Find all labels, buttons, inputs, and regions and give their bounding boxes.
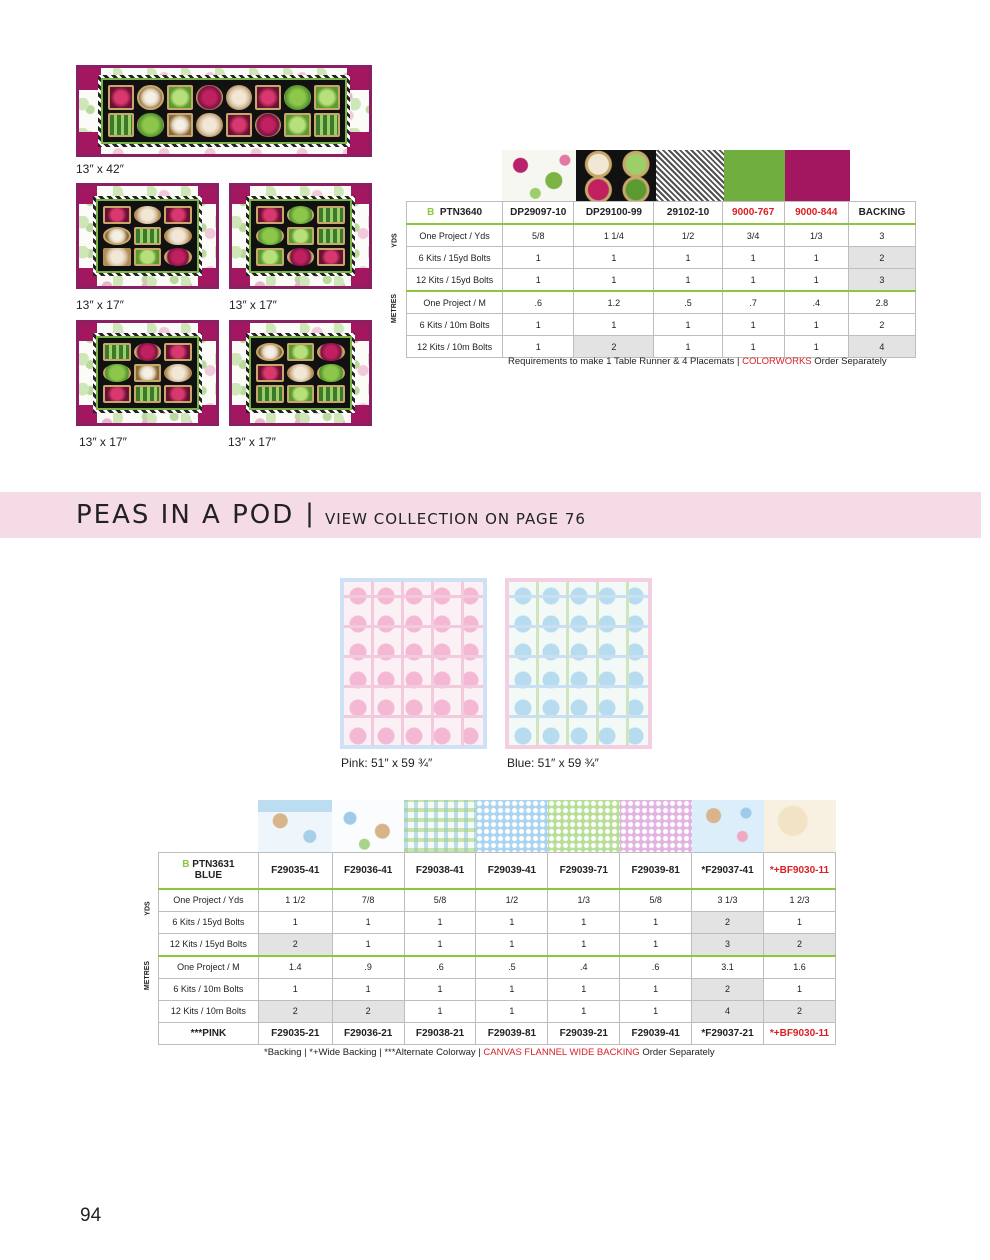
vegetable-tile <box>287 206 315 224</box>
table-cell: F29039-41 <box>620 1022 692 1044</box>
placemat-image <box>76 320 219 426</box>
note-red-text: CANVAS FLANNEL WIDE BACKING <box>483 1047 640 1058</box>
vegetable-tile <box>134 248 162 266</box>
table-cell: 1 2/3 <box>763 889 835 912</box>
column-header: F29039-41 <box>476 853 548 889</box>
vegetable-panel <box>249 336 352 410</box>
table-cell: 2.8 <box>848 291 915 314</box>
placemat-size-caption: 13″ x 17″ <box>229 298 277 312</box>
vegetable-tile <box>108 85 134 110</box>
bottom-requirements-table <box>158 852 836 1045</box>
placemat-image <box>229 320 372 426</box>
table-cell: 1 <box>258 911 332 933</box>
fabric-swatch-dp29097-10 <box>502 150 576 201</box>
table-cell: 5/8 <box>503 224 574 247</box>
table-cell: 3 1/3 <box>692 889 764 912</box>
note-end-text: Order Separately <box>639 1047 715 1058</box>
table-cell: *F29037-21 <box>692 1022 764 1044</box>
table-row <box>407 336 916 358</box>
table-cell: 1 <box>722 269 784 292</box>
note-main-text: *Backing | *+Wide Backing | ***Alternate Colorway | <box>264 1047 484 1058</box>
vegetable-tile <box>317 227 345 245</box>
column-header: F29036-41 <box>332 853 404 889</box>
table-cell: 1 <box>654 247 722 269</box>
corner-square <box>347 132 369 154</box>
vegetable-tile <box>284 113 310 138</box>
vegetable-tile <box>317 248 345 266</box>
row-label: One Project / M <box>159 956 259 979</box>
table-cell: 1 1/2 <box>258 889 332 912</box>
vegetable-tile <box>103 206 131 224</box>
table-cell: 4 <box>692 1000 764 1022</box>
view-collection-link[interactable]: VIEW COLLECTION ON PAGE 76 <box>325 510 586 528</box>
table-cell: 1.6 <box>763 956 835 979</box>
column-header: *+BF9030-11 <box>763 853 835 889</box>
table-cell: 3 <box>848 224 915 247</box>
note-end-text: Order Separately <box>811 356 887 367</box>
table-cell: 4 <box>848 336 915 358</box>
table-cell: 1 <box>784 314 848 336</box>
table-cell: 1 <box>763 978 835 1000</box>
vegetable-tile <box>314 113 340 138</box>
table-row <box>407 314 916 336</box>
note-main-text: Requirements to make 1 Table Runner & 4 Placemats | <box>508 356 743 367</box>
vegetable-tile <box>256 343 284 361</box>
table-cell: 2 <box>574 336 654 358</box>
table-cell: 1 <box>332 933 404 956</box>
table-cell: 2 <box>848 247 915 269</box>
column-header: 9000-844 <box>784 202 848 225</box>
table-cell: .4 <box>548 956 620 979</box>
table-cell: 1 <box>722 247 784 269</box>
vegetable-panel <box>96 336 199 410</box>
fabric-swatch-f29037-41 <box>692 800 764 852</box>
vegetable-tile <box>103 343 131 361</box>
vegetable-tile <box>164 227 192 245</box>
pattern-b-label: B <box>427 207 435 218</box>
vegetable-panel <box>249 199 352 273</box>
vegetable-tile <box>256 206 284 224</box>
vegetable-tile <box>196 113 222 138</box>
table-row <box>159 911 836 933</box>
table-cell: 1 <box>763 911 835 933</box>
table-cell: F29036-21 <box>332 1022 404 1044</box>
table-row <box>159 889 836 912</box>
column-header: F29038-41 <box>404 853 476 889</box>
column-header: DP29100-99 <box>574 202 654 225</box>
placemat-image <box>229 183 372 289</box>
fabric-swatch-f29035-41 <box>258 800 332 852</box>
table-cell: 5/8 <box>404 889 476 912</box>
row-label: 12 Kits / 15yd Bolts <box>159 933 259 956</box>
table-cell: 1 <box>784 247 848 269</box>
table-row <box>407 224 916 247</box>
table-cell: 1 <box>784 269 848 292</box>
bottom-table-note <box>264 1047 715 1058</box>
vegetable-tile <box>255 113 281 138</box>
placemat-size-caption: 13″ x 17″ <box>76 298 124 312</box>
table-cell: 2 <box>692 978 764 1000</box>
row-label: 6 Kits / 10m Bolts <box>407 314 503 336</box>
table-cell: 1/3 <box>784 224 848 247</box>
fabric-swatch-f29039-81 <box>620 800 692 852</box>
pattern-code-cell <box>407 202 503 225</box>
column-header: F29039-81 <box>620 853 692 889</box>
pattern-code: PTN3631 <box>192 859 235 871</box>
column-header: 9000-767 <box>722 202 784 225</box>
table-cell: 1.4 <box>258 956 332 979</box>
vegetable-tile <box>103 227 131 245</box>
table-cell: 1 <box>548 978 620 1000</box>
table-row <box>159 978 836 1000</box>
pink-quilt-caption: Pink: 51″ x 59 ¾″ <box>341 756 433 770</box>
table-cell: .9 <box>332 956 404 979</box>
vegetable-tile <box>287 248 315 266</box>
collection-title: PEAS IN A POD <box>76 500 295 530</box>
table-cell: 1 <box>654 336 722 358</box>
table-row <box>407 247 916 269</box>
table-cell: 1 <box>404 978 476 1000</box>
vegetable-tile <box>287 364 315 382</box>
vegetable-tile <box>108 113 134 138</box>
table-cell: 1 <box>258 978 332 1000</box>
fabric-swatch-dp29100-99 <box>576 150 656 201</box>
vegetable-tile <box>103 248 131 266</box>
column-header: DP29097-10 <box>503 202 574 225</box>
table-runner-image <box>76 65 372 157</box>
vegetable-tile <box>137 113 163 138</box>
table-cell: 1 <box>654 314 722 336</box>
vegetable-tile <box>226 85 252 110</box>
table-cell: 1 <box>332 911 404 933</box>
table-cell: 1 <box>722 336 784 358</box>
row-label: One Project / Yds <box>407 224 503 247</box>
table-cell: 1 <box>548 933 620 956</box>
table-cell: 3 <box>848 269 915 292</box>
table-cell: 1 <box>503 336 574 358</box>
table-cell: F29039-81 <box>476 1022 548 1044</box>
blue-quilt-image <box>505 578 652 749</box>
table-cell: 1 <box>620 1000 692 1022</box>
row-label: 6 Kits / 15yd Bolts <box>407 247 503 269</box>
note-red-text: COLORWORKS <box>742 356 812 367</box>
fabric-swatch-9000-767 <box>724 150 785 201</box>
table-row <box>407 291 916 314</box>
table-cell: 1 <box>654 269 722 292</box>
blue-quilt-caption: Blue: 51″ x 59 ¾″ <box>507 756 599 770</box>
vegetable-tile <box>314 85 340 110</box>
placemat-size-caption: 13″ x 17″ <box>79 435 127 449</box>
table-cell: 1/2 <box>476 889 548 912</box>
table-cell: 2 <box>692 911 764 933</box>
table-cell: 1 <box>476 978 548 1000</box>
top-table-note <box>508 356 887 367</box>
vegetable-tile <box>256 385 284 403</box>
table-cell: 1 <box>574 269 654 292</box>
table-cell: .4 <box>784 291 848 314</box>
table-cell: .7 <box>722 291 784 314</box>
table-cell: .6 <box>503 291 574 314</box>
row-label: 12 Kits / 10m Bolts <box>159 1000 259 1022</box>
table-cell: 1 <box>620 933 692 956</box>
side-label-yds: YDS <box>144 901 152 916</box>
table-cell: 1 <box>784 336 848 358</box>
row-label: 6 Kits / 15yd Bolts <box>159 911 259 933</box>
page-number: 94 <box>80 1205 102 1226</box>
table-cell: 1.2 <box>574 291 654 314</box>
row-label: One Project / Yds <box>159 889 259 912</box>
fabric-swatch-9000-844 <box>785 150 850 201</box>
table-cell: 1 <box>574 247 654 269</box>
vegetable-tile <box>256 364 284 382</box>
table-cell: 1 <box>574 314 654 336</box>
table-cell: 1 <box>503 314 574 336</box>
side-label-metres: METRES <box>391 293 399 324</box>
vegetable-tile <box>164 343 192 361</box>
vegetable-tile <box>137 85 163 110</box>
table-cell: 1/2 <box>654 224 722 247</box>
table-row <box>159 956 836 979</box>
fabric-swatch-f29038-41 <box>404 800 476 852</box>
vegetable-tile <box>317 385 345 403</box>
table-cell: F29039-21 <box>548 1022 620 1044</box>
table-cell: .5 <box>476 956 548 979</box>
row-label: One Project / M <box>407 291 503 314</box>
vegetable-tile <box>287 385 315 403</box>
table-cell: 1 <box>404 933 476 956</box>
pattern-code-cell <box>159 853 259 889</box>
table-cell: 5/8 <box>620 889 692 912</box>
table-row <box>159 933 836 956</box>
vegetable-tile <box>134 385 162 403</box>
fabric-swatch-f29039-41 <box>476 800 548 852</box>
vegetable-panel <box>101 78 347 144</box>
table-cell: 1 <box>548 1000 620 1022</box>
table-cell: 1 1/4 <box>574 224 654 247</box>
placemat-image <box>76 183 219 289</box>
table-cell: 1 <box>620 978 692 1000</box>
vegetable-tile <box>167 113 193 138</box>
column-header: F29039-71 <box>548 853 620 889</box>
table-cell: 1 <box>476 911 548 933</box>
vegetable-tile <box>317 206 345 224</box>
vegetable-tile <box>103 364 131 382</box>
fabric-swatch-f29036-41 <box>332 800 404 852</box>
vegetable-tile <box>287 343 315 361</box>
row-label: 12 Kits / 10m Bolts <box>407 336 503 358</box>
table-cell: 1 <box>476 1000 548 1022</box>
vegetable-tile <box>103 385 131 403</box>
table-cell: *+BF9030-11 <box>763 1022 835 1044</box>
table-cell: 1 <box>476 933 548 956</box>
vegetable-tile <box>164 206 192 224</box>
table-cell: 2 <box>258 1000 332 1022</box>
table-cell: 2 <box>763 933 835 956</box>
table-cell: 1 <box>404 911 476 933</box>
placemat-size-caption: 13″ x 17″ <box>228 435 276 449</box>
fabric-swatch-f29039-71 <box>548 800 620 852</box>
vegetable-tile <box>164 248 192 266</box>
vegetable-tile <box>317 364 345 382</box>
table-cell: .6 <box>404 956 476 979</box>
banner-separator: | <box>306 498 314 528</box>
table-cell: 1 <box>503 269 574 292</box>
vegetable-tile <box>167 85 193 110</box>
top-requirements-table <box>406 201 916 358</box>
alternate-colorway-row <box>159 1022 836 1044</box>
table-cell: 3/4 <box>722 224 784 247</box>
fabric-swatch-29102-10 <box>656 150 724 201</box>
pink-quilt-image <box>340 578 487 749</box>
table-cell: 1 <box>332 978 404 1000</box>
column-header: BACKING <box>848 202 915 225</box>
table-cell: 7/8 <box>332 889 404 912</box>
table-cell: 2 <box>332 1000 404 1022</box>
vegetable-tile <box>196 85 222 110</box>
vegetable-tile <box>134 364 162 382</box>
table-cell: 1 <box>722 314 784 336</box>
pattern-colorway: BLUE <box>194 870 223 882</box>
table-cell: 1 <box>404 1000 476 1022</box>
vegetable-tile <box>134 206 162 224</box>
table-cell: 2 <box>848 314 915 336</box>
row-label: 6 Kits / 10m Bolts <box>159 978 259 1000</box>
vegetable-tile <box>317 343 345 361</box>
vegetable-tile <box>226 113 252 138</box>
pattern-code: PTN3640 <box>439 207 483 218</box>
table-cell: F29038-21 <box>404 1022 476 1044</box>
vegetable-tile <box>164 385 192 403</box>
table-cell: 2 <box>763 1000 835 1022</box>
section-banner <box>0 492 981 538</box>
column-header: F29035-41 <box>258 853 332 889</box>
column-header: 29102-10 <box>654 202 722 225</box>
row-label: 12 Kits / 15yd Bolts <box>407 269 503 292</box>
table-cell: 1 <box>503 247 574 269</box>
side-label-yds: YDS <box>391 233 399 248</box>
column-header: *F29037-41 <box>692 853 764 889</box>
table-cell: F29035-21 <box>258 1022 332 1044</box>
table-cell: 1/3 <box>548 889 620 912</box>
vegetable-tile <box>134 343 162 361</box>
vegetable-tile <box>287 227 315 245</box>
table-cell: 3 <box>692 933 764 956</box>
table-cell: .5 <box>654 291 722 314</box>
corner-square <box>347 68 369 90</box>
table-cell: 2 <box>258 933 332 956</box>
vegetable-tile <box>134 227 162 245</box>
runner-size-caption: 13″ x 42″ <box>76 162 124 176</box>
table-cell: 1 <box>548 911 620 933</box>
vegetable-tile <box>256 227 284 245</box>
row-label: ***PINK <box>159 1022 259 1044</box>
table-cell: 1 <box>620 911 692 933</box>
fabric-swatch-bf9030-11 <box>764 800 836 852</box>
vegetable-tile <box>256 248 284 266</box>
table-row <box>407 269 916 292</box>
vegetable-tile <box>255 85 281 110</box>
table-cell: .6 <box>620 956 692 979</box>
vegetable-tile <box>164 364 192 382</box>
vegetable-panel <box>96 199 199 273</box>
pattern-b-label: B <box>182 859 190 871</box>
side-label-metres: METRES <box>144 960 152 991</box>
table-row <box>159 1000 836 1022</box>
vegetable-tile <box>284 85 310 110</box>
table-cell: 3.1 <box>692 956 764 979</box>
